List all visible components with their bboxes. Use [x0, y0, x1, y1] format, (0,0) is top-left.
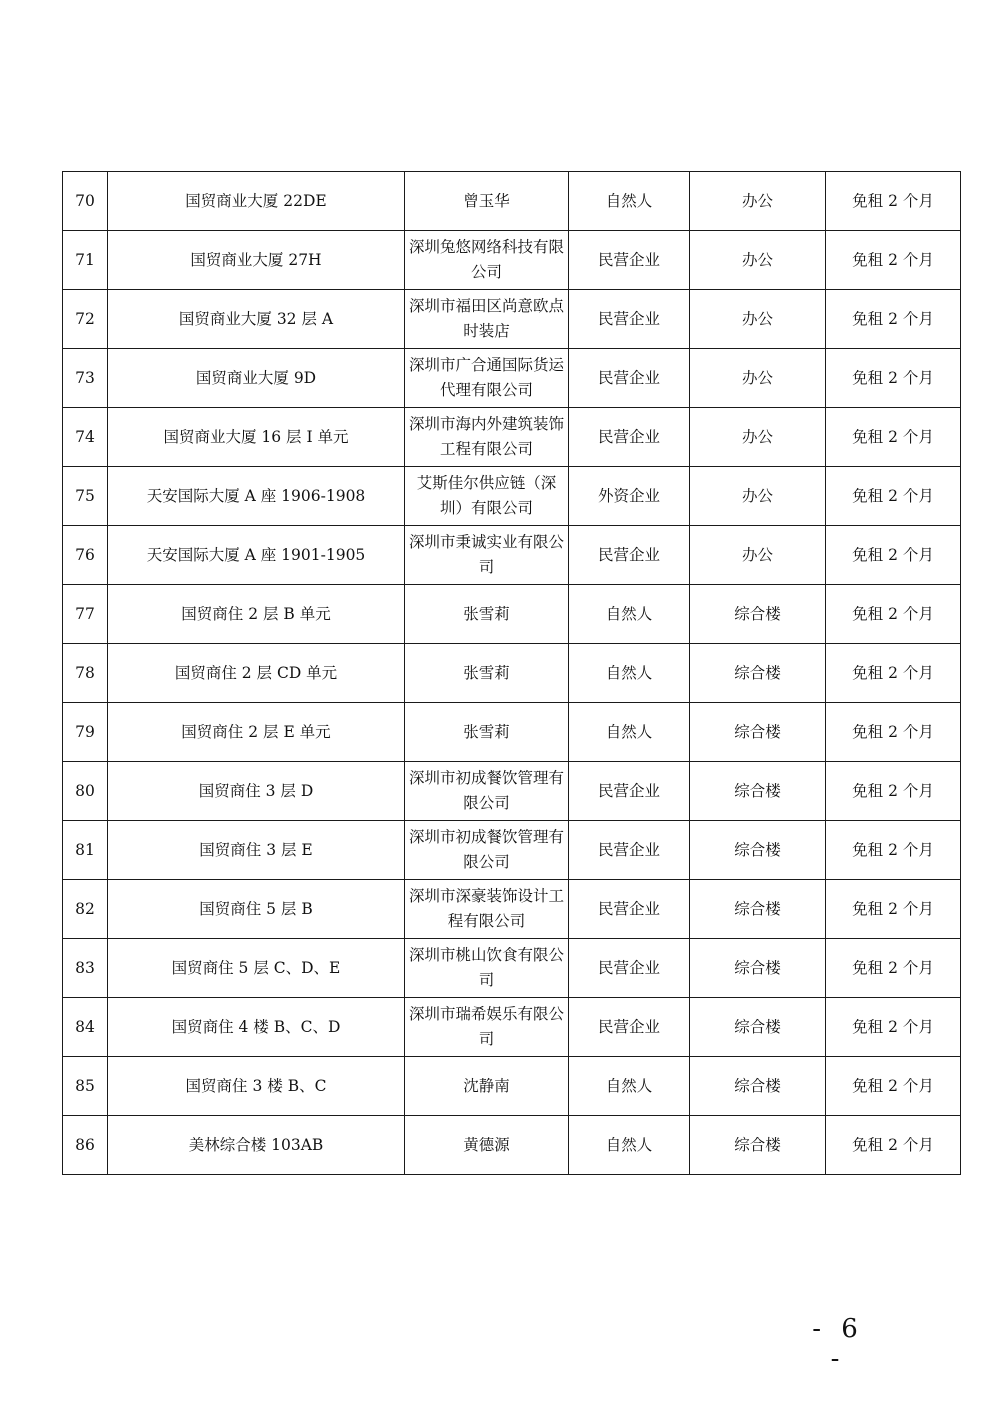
cell-property: 美林综合楼 103AB: [108, 1116, 405, 1175]
cell-relief: 免租 2 个月: [826, 231, 961, 290]
cell-number: 78: [63, 644, 108, 703]
cell-property: 国贸商住 5 层 B: [108, 880, 405, 939]
table-row: [63, 467, 961, 526]
cell-relief: 免租 2 个月: [826, 1116, 961, 1175]
cell-property: 国贸商业大厦 9D: [108, 349, 405, 408]
cell-usage: 办公: [690, 290, 826, 349]
table-row: [63, 172, 961, 231]
cell-usage: 办公: [690, 349, 826, 408]
cell-tenant-type: 民营企业: [569, 821, 690, 880]
cell-relief: 免租 2 个月: [826, 998, 961, 1057]
cell-tenant: 黄德源: [405, 1116, 569, 1175]
cell-relief: 免租 2 个月: [826, 290, 961, 349]
cell-number: 83: [63, 939, 108, 998]
cell-usage: 综合楼: [690, 644, 826, 703]
cell-relief: 免租 2 个月: [826, 349, 961, 408]
cell-property: 天安国际大厦 A 座 1901-1905: [108, 526, 405, 585]
table-row: [63, 585, 961, 644]
cell-number: 77: [63, 585, 108, 644]
cell-usage: 办公: [690, 231, 826, 290]
cell-property: 国贸商住 2 层 B 单元: [108, 585, 405, 644]
cell-number: 71: [63, 231, 108, 290]
cell-tenant: 张雪莉: [405, 644, 569, 703]
cell-relief: 免租 2 个月: [826, 408, 961, 467]
table-row: [63, 998, 961, 1057]
cell-property: 天安国际大厦 A 座 1906-1908: [108, 467, 405, 526]
cell-number: 70: [63, 172, 108, 231]
cell-relief: 免租 2 个月: [826, 585, 961, 644]
cell-property: 国贸商业大厦 27H: [108, 231, 405, 290]
cell-number: 74: [63, 408, 108, 467]
cell-tenant-type: 民营企业: [569, 880, 690, 939]
cell-relief: 免租 2 个月: [826, 939, 961, 998]
cell-relief: 免租 2 个月: [826, 172, 961, 231]
cell-relief: 免租 2 个月: [826, 762, 961, 821]
table-row: [63, 1116, 961, 1175]
cell-property: 国贸商业大厦 16 层 I 单元: [108, 408, 405, 467]
cell-tenant-type: 外资企业: [569, 467, 690, 526]
cell-relief: 免租 2 个月: [826, 644, 961, 703]
cell-tenant-type: 民营企业: [569, 762, 690, 821]
cell-tenant-type: 民营企业: [569, 231, 690, 290]
table-body: [63, 172, 961, 1175]
cell-tenant: 曾玉华: [405, 172, 569, 231]
cell-property: 国贸商住 5 层 C、D、E: [108, 939, 405, 998]
cell-tenant-type: 自然人: [569, 585, 690, 644]
cell-number: 80: [63, 762, 108, 821]
table-row: [63, 349, 961, 408]
cell-tenant-type: 民营企业: [569, 526, 690, 585]
table-row: [63, 880, 961, 939]
cell-property: 国贸商住 4 楼 B、C、D: [108, 998, 405, 1057]
table-row: [63, 1057, 961, 1116]
cell-property: 国贸商业大厦 32 层 A: [108, 290, 405, 349]
cell-tenant-type: 自然人: [569, 1057, 690, 1116]
cell-tenant-type: 民营企业: [569, 349, 690, 408]
cell-tenant-type: 自然人: [569, 172, 690, 231]
cell-property: 国贸商住 3 楼 B、C: [108, 1057, 405, 1116]
cell-usage: 综合楼: [690, 939, 826, 998]
cell-tenant: 沈静南: [405, 1057, 569, 1116]
cell-usage: 综合楼: [690, 1116, 826, 1175]
cell-tenant-type: 民营企业: [569, 939, 690, 998]
cell-tenant: 深圳市福田区尚意欧点时装店: [405, 290, 569, 349]
cell-number: 82: [63, 880, 108, 939]
table-row: [63, 231, 961, 290]
rent-relief-table: [62, 171, 961, 1175]
cell-tenant-type: 自然人: [569, 703, 690, 762]
cell-property: 国贸商住 2 层 E 单元: [108, 703, 405, 762]
cell-relief: 免租 2 个月: [826, 821, 961, 880]
cell-tenant-type: 民营企业: [569, 998, 690, 1057]
cell-usage: 办公: [690, 172, 826, 231]
cell-usage: 综合楼: [690, 703, 826, 762]
cell-tenant: 深圳市桃山饮食有限公司: [405, 939, 569, 998]
cell-relief: 免租 2 个月: [826, 703, 961, 762]
cell-tenant-type: 民营企业: [569, 290, 690, 349]
cell-property: 国贸商住 3 层 E: [108, 821, 405, 880]
cell-property: 国贸商业大厦 22DE: [108, 172, 405, 231]
cell-tenant: 深圳兔悠网络科技有限公司: [405, 231, 569, 290]
table-row: [63, 644, 961, 703]
cell-number: 86: [63, 1116, 108, 1175]
cell-usage: 综合楼: [690, 1057, 826, 1116]
cell-tenant-type: 自然人: [569, 644, 690, 703]
cell-tenant: 深圳市初成餐饮管理有限公司: [405, 821, 569, 880]
cell-number: 81: [63, 821, 108, 880]
cell-relief: 免租 2 个月: [826, 1057, 961, 1116]
table-row: [63, 939, 961, 998]
page-number: - 6 -: [812, 1314, 864, 1374]
cell-number: 76: [63, 526, 108, 585]
cell-tenant: 深圳市瑞希娱乐有限公司: [405, 998, 569, 1057]
cell-usage: 办公: [690, 467, 826, 526]
cell-tenant: 张雪莉: [405, 585, 569, 644]
cell-usage: 综合楼: [690, 585, 826, 644]
cell-tenant: 深圳市海内外建筑装饰工程有限公司: [405, 408, 569, 467]
cell-number: 84: [63, 998, 108, 1057]
cell-usage: 综合楼: [690, 880, 826, 939]
cell-tenant-type: 自然人: [569, 1116, 690, 1175]
table-row: [63, 762, 961, 821]
cell-usage: 办公: [690, 526, 826, 585]
cell-tenant: 艾斯佳尔供应链（深圳）有限公司: [405, 467, 569, 526]
table-row: [63, 703, 961, 762]
cell-property: 国贸商住 2 层 CD 单元: [108, 644, 405, 703]
cell-usage: 综合楼: [690, 821, 826, 880]
cell-tenant: 张雪莉: [405, 703, 569, 762]
cell-number: 79: [63, 703, 108, 762]
cell-usage: 综合楼: [690, 998, 826, 1057]
cell-relief: 免租 2 个月: [826, 880, 961, 939]
cell-tenant: 深圳市秉诚实业有限公司: [405, 526, 569, 585]
cell-tenant: 深圳市初成餐饮管理有限公司: [405, 762, 569, 821]
cell-tenant: 深圳市广合通国际货运代理有限公司: [405, 349, 569, 408]
cell-number: 73: [63, 349, 108, 408]
cell-relief: 免租 2 个月: [826, 467, 961, 526]
table-row: [63, 290, 961, 349]
cell-tenant: 深圳市深豪装饰设计工程有限公司: [405, 880, 569, 939]
table-row: [63, 408, 961, 467]
cell-usage: 办公: [690, 408, 826, 467]
cell-number: 72: [63, 290, 108, 349]
table-row: [63, 821, 961, 880]
table-row: [63, 526, 961, 585]
cell-number: 85: [63, 1057, 108, 1116]
cell-relief: 免租 2 个月: [826, 526, 961, 585]
cell-usage: 综合楼: [690, 762, 826, 821]
cell-tenant-type: 民营企业: [569, 408, 690, 467]
cell-property: 国贸商住 3 层 D: [108, 762, 405, 821]
cell-number: 75: [63, 467, 108, 526]
